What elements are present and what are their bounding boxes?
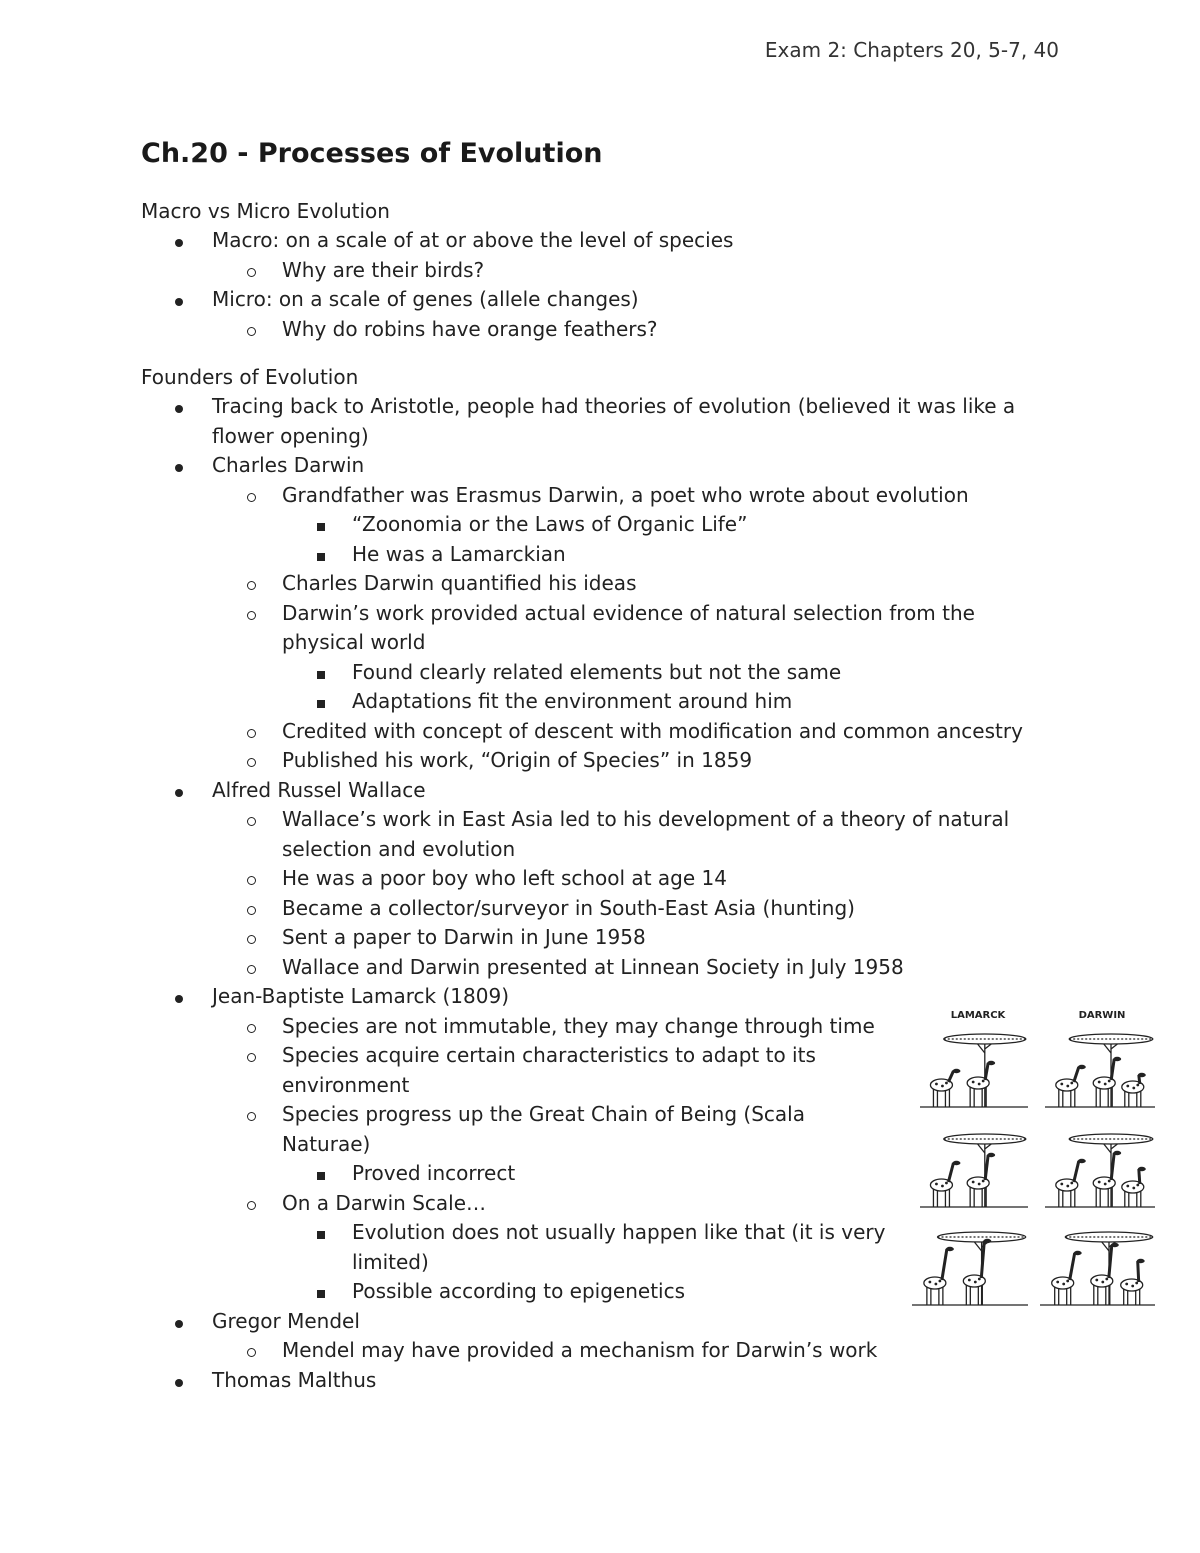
bullet-icon xyxy=(175,776,183,806)
page-header: Exam 2: Chapters 20, 5-7, 40 xyxy=(764,38,1059,62)
list-item xyxy=(141,746,1061,776)
list-item xyxy=(141,776,1061,806)
giraffe-icon xyxy=(1121,1259,1145,1305)
list-item xyxy=(141,717,1061,747)
list-item xyxy=(141,569,1061,599)
list-item-text: Published his work, “Origin of Species” in 1859 xyxy=(282,748,753,772)
bullet-icon xyxy=(317,1218,325,1248)
illustration-panel xyxy=(920,1034,1028,1107)
bullet-icon xyxy=(247,953,256,983)
list-item xyxy=(141,451,1061,481)
bullet-icon xyxy=(247,256,256,286)
bullet-icon xyxy=(247,894,256,924)
list-item-text: Wallace’s work in East Asia led to his development of a theory of natural selection and evolution xyxy=(282,807,1010,861)
illustration-panel xyxy=(1045,1034,1155,1107)
list-item-text: Grandfather was Erasmus Darwin, a poet who wrote about evolution xyxy=(282,482,969,507)
bullet-list-macro-micro xyxy=(141,226,1061,344)
bullet-icon xyxy=(317,1159,325,1189)
list-item-text: Charles Darwin xyxy=(212,453,365,477)
bullet-icon xyxy=(247,923,256,953)
giraffe-icon xyxy=(924,1247,954,1305)
bullet-icon xyxy=(175,1307,183,1337)
bullet-icon xyxy=(175,1366,183,1396)
section-heading-macro-micro: Macro vs Micro Evolution xyxy=(141,199,390,223)
list-item-text: Tracing back to Aristotle, people had theories of evolution (believed it was like a flower opening) xyxy=(212,394,1016,448)
list-item xyxy=(141,1307,1061,1337)
list-item xyxy=(141,687,1061,717)
list-item-text: Evolution does not usually happen like that (it is very limited) xyxy=(352,1220,886,1274)
list-item-text: Wallace and Darwin presented at Linnean Society in July 1958 xyxy=(282,954,904,979)
page-title: Ch.20 - Processes of Evolution xyxy=(141,138,603,169)
list-item-text: Thomas Malthus xyxy=(212,1367,377,1392)
list-item xyxy=(141,226,1061,256)
list-item-text: He was a poor boy who left school at age 14 xyxy=(282,866,727,890)
list-item-text: Why do robins have orange feathers? xyxy=(282,316,658,341)
giraffe-icon xyxy=(1052,1251,1082,1305)
list-item-text: Credited with concept of descent with modification and common ancestry xyxy=(282,718,1023,743)
bullet-icon xyxy=(247,717,256,747)
bullet-icon xyxy=(317,1277,325,1307)
giraffe-icon xyxy=(967,1061,995,1107)
list-item-text: Sent a paper to Darwin in June 1958 xyxy=(282,925,646,949)
list-item-text: Species are not immutable, they may change through time xyxy=(282,1013,875,1038)
bullet-icon xyxy=(247,599,256,629)
list-item-text: Macro: on a scale of at or above the level of species xyxy=(212,228,734,252)
list-item xyxy=(141,599,1061,658)
list-item xyxy=(141,315,1061,345)
bullet-icon xyxy=(317,687,325,717)
list-item-text: Why are their birds? xyxy=(282,257,485,282)
figure-label-lamarck: LAMARCK xyxy=(950,1010,1006,1021)
giraffe-icon xyxy=(930,1069,960,1107)
bullet-icon xyxy=(247,1189,256,1219)
illustration-panel xyxy=(920,1134,1028,1207)
giraffe-icon xyxy=(1122,1073,1146,1107)
list-item xyxy=(141,285,1061,315)
list-item xyxy=(141,658,1061,688)
giraffe-icon xyxy=(1056,1159,1086,1207)
giraffe-icon xyxy=(967,1153,995,1207)
bullet-icon xyxy=(247,864,256,894)
bullet-icon xyxy=(317,540,325,570)
list-item xyxy=(141,953,1061,983)
list-item xyxy=(141,392,1061,451)
list-item xyxy=(141,1366,1061,1396)
giraffe-icon xyxy=(1056,1065,1086,1107)
bullet-icon xyxy=(247,1012,256,1042)
giraffe-icon xyxy=(930,1161,960,1207)
list-item-text: Charles Darwin quantified his ideas xyxy=(282,571,637,595)
list-item xyxy=(141,256,1061,286)
list-item xyxy=(141,1336,1061,1366)
list-item-text: He was a Lamarckian xyxy=(352,541,566,566)
lamarck-darwin-giraffe-figure xyxy=(910,1005,1160,1310)
bullet-icon xyxy=(247,315,256,345)
bullet-icon xyxy=(247,1336,256,1366)
illustration-panel xyxy=(1045,1134,1155,1207)
illustration-panel xyxy=(912,1232,1028,1305)
list-item-text: Adaptations fit the environment around him xyxy=(352,689,793,713)
list-item-text: Alfred Russel Wallace xyxy=(212,777,426,802)
bullet-icon xyxy=(317,510,325,540)
bullet-icon xyxy=(247,1100,256,1130)
section-heading-founders: Founders of Evolution xyxy=(141,365,359,389)
giraffe-icon xyxy=(1093,1151,1121,1207)
bullet-icon xyxy=(247,1041,256,1071)
bullet-icon xyxy=(247,569,256,599)
bullet-icon xyxy=(175,451,183,481)
list-item xyxy=(141,540,1061,570)
bullet-icon xyxy=(175,392,183,422)
list-item-text: Jean-Baptiste Lamarck (1809) xyxy=(212,984,509,1008)
list-item-text: Gregor Mendel xyxy=(212,1308,360,1333)
list-item-text: “Zoonomia or the Laws of Organic Life” xyxy=(352,512,748,536)
list-item-text: Possible according to epigenetics xyxy=(352,1279,686,1303)
bullet-icon xyxy=(317,658,325,688)
list-item-text: Became a collector/surveyor in South-East Asia (hunting) xyxy=(282,895,855,920)
list-item xyxy=(141,894,1061,924)
giraffe-icon xyxy=(1091,1243,1119,1305)
giraffe-icon xyxy=(1122,1167,1146,1207)
list-item-text: Proved incorrect xyxy=(352,1161,516,1185)
bullet-icon xyxy=(175,285,183,315)
giraffe-icon xyxy=(963,1239,991,1305)
list-item-text: Species acquire certain characteristics to adapt to its environment xyxy=(282,1043,816,1097)
list-item-text: Found clearly related elements but not the same xyxy=(352,659,842,684)
list-item-text: Darwin’s work provided actual evidence of natural selection from the physical world xyxy=(282,600,975,654)
list-item xyxy=(141,864,1061,894)
list-item-text: Species progress up the Great Chain of Being (Scala Naturae) xyxy=(282,1102,805,1156)
list-item-text: On a Darwin Scale… xyxy=(282,1190,487,1215)
list-item xyxy=(141,805,1061,864)
list-item-text: Mendel may have provided a mechanism for Darwin’s work xyxy=(282,1338,878,1362)
list-item xyxy=(141,481,1061,511)
list-item-text: Micro: on a scale of genes (allele changes) xyxy=(212,287,639,311)
bullet-icon xyxy=(175,982,183,1012)
bullet-icon xyxy=(247,805,256,835)
list-item xyxy=(141,923,1061,953)
illustration-panel xyxy=(1040,1232,1155,1305)
bullet-icon xyxy=(247,746,256,776)
bullet-icon xyxy=(175,226,183,256)
list-item xyxy=(141,510,1061,540)
bullet-icon xyxy=(247,481,256,511)
giraffe-icon xyxy=(1093,1057,1121,1107)
figure-label-darwin: DARWIN xyxy=(1078,1010,1126,1021)
